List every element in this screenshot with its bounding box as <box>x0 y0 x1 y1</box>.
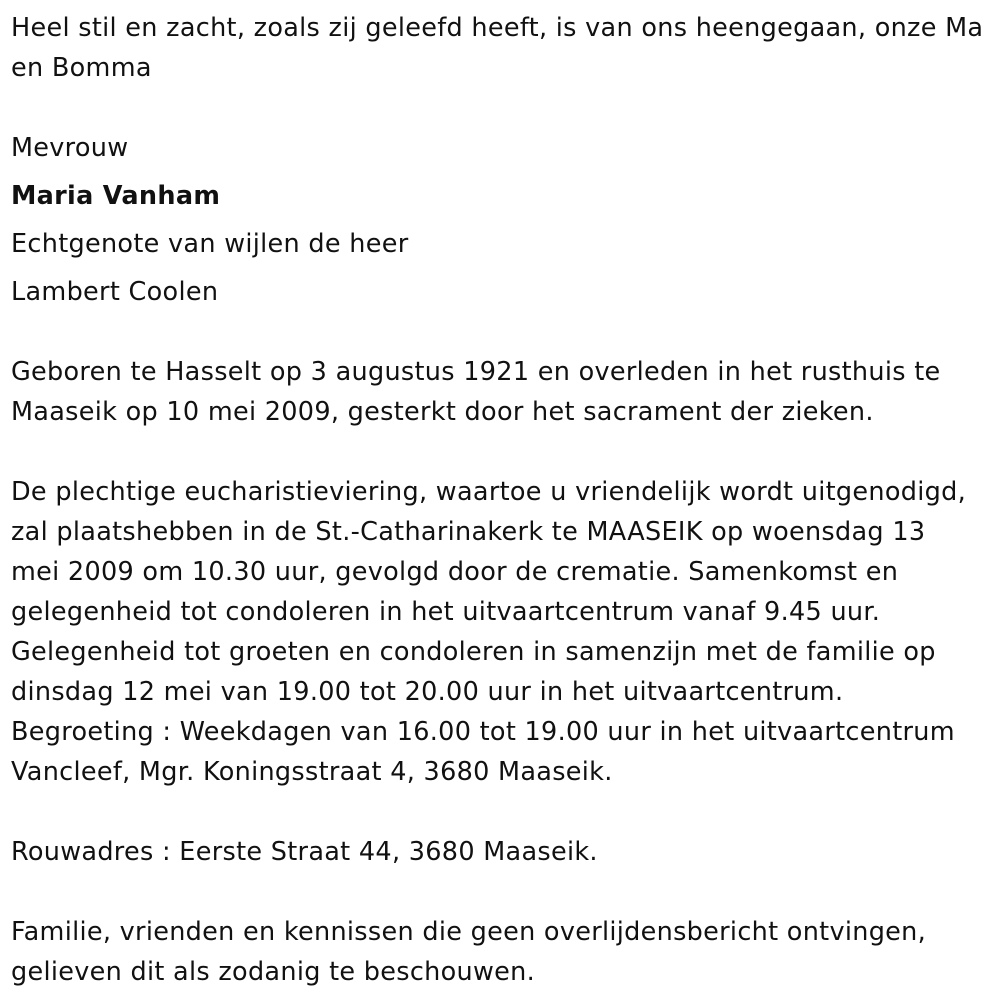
spouse-line-1: Echtgenote van wijlen de heer <box>11 229 409 259</box>
ceremony-line-4: gelegenheid tot condoleren in het uitvaartcentrum vanaf 9.45 uur. <box>11 597 881 627</box>
ceremony-line-1: De plechtige eucharistieviering, waartoe u vriendelijk wordt uitgenodigd, <box>11 477 966 507</box>
ceremony-line-5: Gelegenheid tot groeten en condoleren in samenzijn met de familie op <box>11 637 936 667</box>
ceremony-line-8: Vancleef, Mgr. Koningsstraat 4, 3680 Maaseik. <box>11 757 613 787</box>
birth-death-line-2: Maaseik op 10 mei 2009, gesterkt door het sacrament der zieken. <box>11 397 874 427</box>
ceremony-line-6: dinsdag 12 mei van 19.00 tot 20.00 uur in het uitvaartcentrum. <box>11 677 844 707</box>
mourning-address: Rouwadres : Eerste Straat 44, 3680 Maaseik. <box>11 837 598 867</box>
salutation: Mevrouw <box>11 133 129 163</box>
intro-line-2: en Bomma <box>11 53 152 83</box>
spouse-line-2: Lambert Coolen <box>11 277 219 307</box>
ceremony-line-7: Begroeting : Weekdagen van 16.00 tot 19.00 uur in het uitvaartcentrum <box>11 717 955 747</box>
birth-death-line-1: Geboren te Hasselt op 3 augustus 1921 en overleden in het rusthuis te <box>11 357 941 387</box>
intro-line-1: Heel stil en zacht, zoals zij geleefd heeft, is van ons heengegaan, onze Ma <box>11 13 984 43</box>
closing-line-1: Familie, vrienden en kennissen die geen overlijdensbericht ontvingen, <box>11 917 927 947</box>
ceremony-line-2: zal plaatshebben in de St.-Catharinakerk te MAASEIK op woensdag 13 <box>11 517 926 547</box>
closing-line-2: gelieven dit als zodanig te beschouwen. <box>11 957 536 987</box>
deceased-name: Maria Vanham <box>11 181 221 211</box>
ceremony-line-3: mei 2009 om 10.30 uur, gevolgd door de crematie. Samenkomst en <box>11 557 899 587</box>
